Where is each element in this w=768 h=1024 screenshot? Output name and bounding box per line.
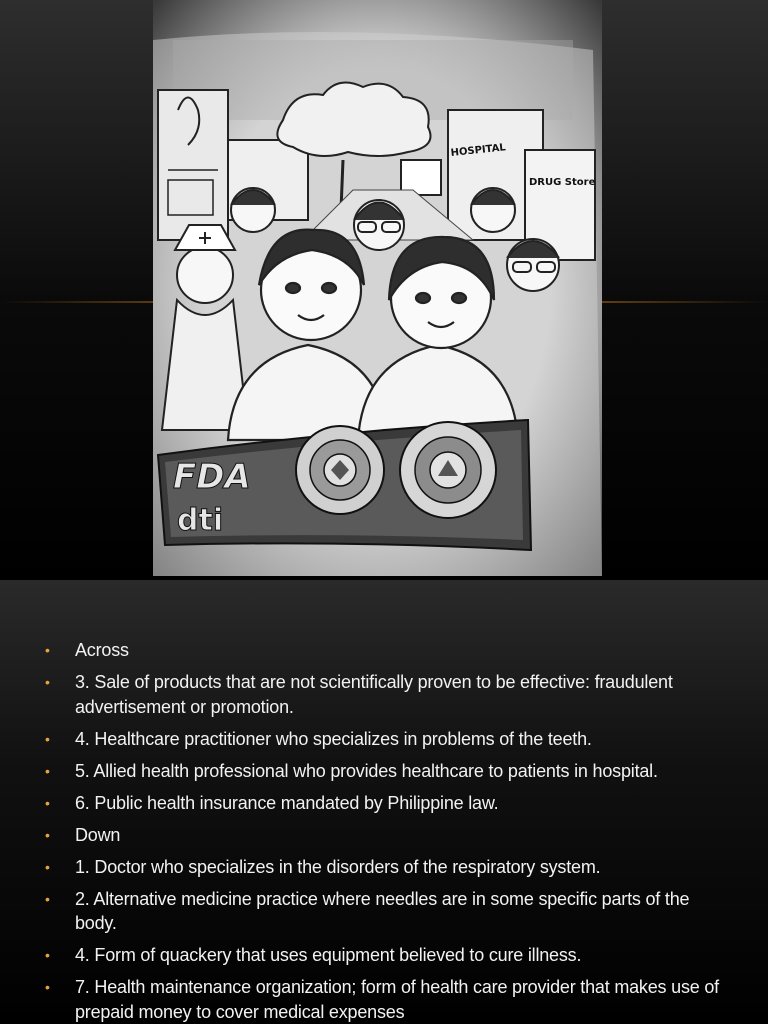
bullet-icon: • bbox=[45, 794, 50, 811]
list-item-text: 4. Healthcare practitioner who specializes in problems of the teeth. bbox=[75, 728, 592, 749]
list-item bbox=[45, 670, 725, 719]
list-item-text: Across bbox=[75, 640, 129, 660]
bullet-icon: • bbox=[45, 890, 50, 907]
republic-seal bbox=[296, 426, 384, 514]
bullet-icon: • bbox=[45, 730, 50, 747]
dti-logo-text: dti bbox=[177, 503, 224, 538]
drug-store-sign: DRUG Store bbox=[529, 177, 596, 188]
list-item bbox=[45, 727, 725, 752]
crossword-clues bbox=[45, 638, 725, 1024]
list-item-text: 4. Form of quackery that uses equipment believed to cure illness. bbox=[75, 945, 582, 965]
list-item bbox=[45, 943, 725, 968]
health-workers-drawing bbox=[153, 0, 602, 576]
list-item-text: 1. Doctor who specializes in the disorders of the respiratory system. bbox=[75, 856, 601, 877]
bullet-icon: • bbox=[45, 762, 50, 779]
clue-list-area bbox=[45, 638, 725, 1024]
fda-logo-text: FDA bbox=[173, 457, 251, 497]
bullet-icon: • bbox=[45, 826, 50, 843]
bullet-icon: • bbox=[45, 642, 50, 658]
list-item-text: 7. Health maintenance organization; form of health care provider that makes use of prepaid money to cover medical expenses bbox=[75, 977, 719, 1022]
list-item bbox=[45, 855, 725, 880]
deped-seal bbox=[400, 422, 496, 518]
hospital-sign: HOSPITAL bbox=[450, 142, 507, 159]
bullet-icon: • bbox=[45, 979, 50, 995]
list-item-text: 3. Sale of products that are not scientifically proven to be effective: fraudulent advertisement or promotion. bbox=[75, 672, 673, 717]
list-item bbox=[45, 638, 725, 663]
list-item bbox=[45, 975, 725, 1024]
list-item bbox=[45, 791, 725, 816]
bullet-icon: • bbox=[45, 858, 50, 875]
bullet-icon: • bbox=[45, 674, 50, 690]
list-item bbox=[45, 887, 725, 936]
list-item-text: 5. Allied health professional who provides healthcare to patients in hospital. bbox=[75, 760, 658, 781]
list-item bbox=[45, 759, 725, 784]
illustration-photo bbox=[153, 0, 602, 576]
bullet-icon: • bbox=[45, 947, 50, 963]
list-item-text: Down bbox=[75, 824, 121, 845]
list-item-text: 6. Public health insurance mandated by Philippine law. bbox=[75, 792, 499, 813]
list-item-text: 2. Alternative medicine practice where needles are in some specific parts of the body. bbox=[75, 888, 690, 933]
list-item bbox=[45, 823, 725, 848]
